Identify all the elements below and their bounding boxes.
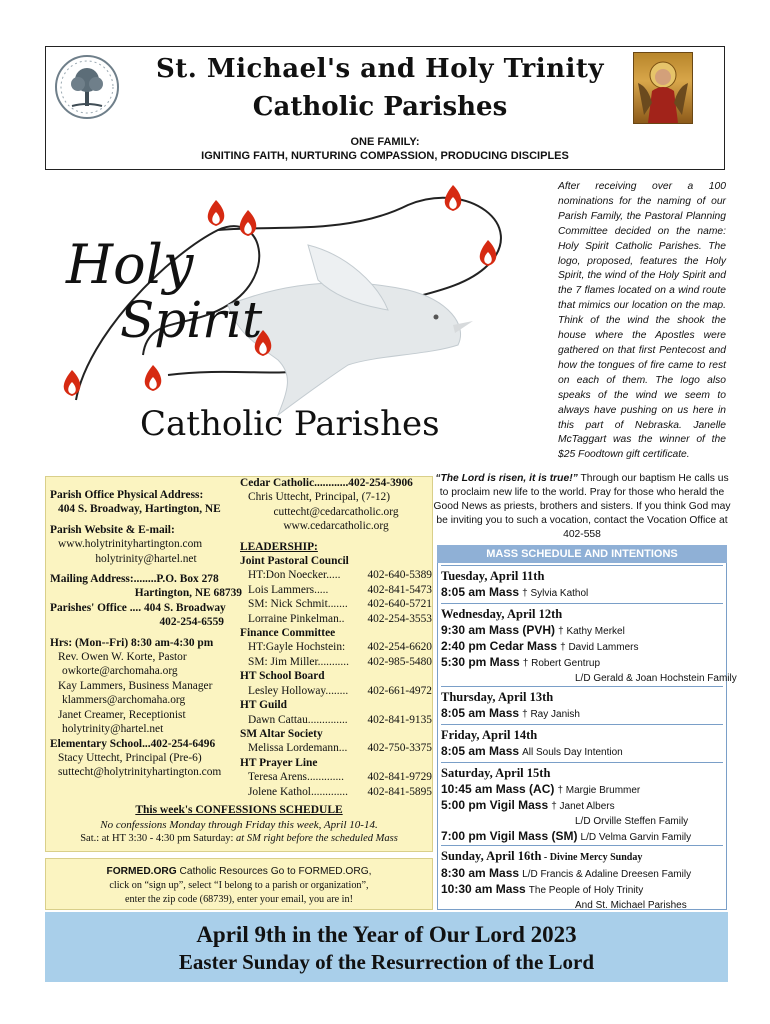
mass-intention: † Sylvia Kathol bbox=[522, 588, 589, 599]
mailing-city: Hartington, NE 68739 bbox=[134, 587, 242, 600]
mass-line bbox=[441, 898, 723, 913]
intro-paragraph: After receiving over a 100 nominations for the naming of our Parish Family, the Pastoral Planning Committee decided on the name: Holy Spirit Catholic Parishes. The logo, proposed, features the Holy Spirit, the wind of the Holy Spirit and the 7 flames located on a wind route that mimics our location on the map. Think of the wind the shook the house where the Apostles were gathered on that first Pentecost and how the tongues of fire came to rest on each of them. The logo also speaks of the wind we seem to always have pushing on us here in this part of Nebraska. Janelle McTaggart was the winner of the $25 Foodtown gift certificate. bbox=[558, 181, 726, 461]
holy-spirit-logo bbox=[48, 185, 548, 455]
mass-intention: L/D Orville Steffen Family bbox=[575, 816, 689, 827]
mass-day-date: Tuesday, April 11th bbox=[441, 569, 545, 583]
leadership-member: HT:Don Noecker..... bbox=[248, 569, 341, 582]
mass-intention: The People of Holy Trinity bbox=[528, 885, 644, 896]
mass-time: 8:05 am Mass bbox=[441, 706, 520, 720]
cedar-catholic: Cedar Catholic............402-254-3906 bbox=[240, 477, 413, 489]
mass-intention: † Ray Janish bbox=[522, 709, 580, 720]
vocation-quote bbox=[432, 472, 732, 542]
mass-time: 9:30 am Mass (PVH) bbox=[441, 623, 556, 637]
leadership-row bbox=[240, 770, 432, 784]
mass-line bbox=[441, 798, 723, 814]
mass-schedule-header: MASS SCHEDULE AND INTENTIONS bbox=[437, 545, 727, 563]
leadership-member: Lois Lammers..... bbox=[248, 583, 329, 596]
mass-day bbox=[441, 686, 723, 722]
mass-line bbox=[441, 882, 723, 898]
leadership-phone: 402-841-5473 bbox=[367, 583, 432, 596]
receptionist-email[interactable]: holytrinity@hartel.net bbox=[62, 723, 164, 736]
leadership-phone: 402-254-3553 bbox=[367, 612, 432, 625]
leadership-group-name: SM Altar Society bbox=[240, 727, 323, 740]
mass-intention: All Souls Day Intention bbox=[522, 747, 623, 758]
leadership-group-name: HT School Board bbox=[240, 670, 325, 683]
leadership-member: Melissa Lordemann... bbox=[248, 742, 348, 755]
parish-title: St. Michael's and Holy Trinity bbox=[155, 54, 605, 84]
formed-line-2: click on “sign up”, select “I belong to a parish or organization”, bbox=[109, 880, 369, 891]
mass-time: 8:05 am Mass bbox=[441, 744, 520, 758]
mass-time: 5:00 pm Vigil Mass bbox=[441, 798, 549, 812]
website-label: Parish Website & E-mail: bbox=[50, 523, 175, 536]
mass-day-title bbox=[441, 848, 723, 866]
mass-day-date: Sunday, April 16th bbox=[441, 849, 542, 863]
mass-day-title bbox=[441, 606, 723, 623]
mass-day bbox=[441, 603, 737, 686]
mass-time: 10:30 am Mass bbox=[441, 882, 526, 896]
mass-intention: † Margie Brummer bbox=[557, 785, 641, 796]
mass-time: 10:45 am Mass (AC) bbox=[441, 782, 555, 796]
mass-day-feast: - Divine Mercy Sunday bbox=[541, 852, 643, 863]
mass-day bbox=[441, 724, 723, 760]
mass-intention: † Robert Gentrup bbox=[522, 658, 601, 669]
leadership-row bbox=[240, 684, 432, 698]
mass-time: 5:30 pm Mass bbox=[441, 655, 520, 669]
leadership-title: LEADERSHIP: bbox=[240, 540, 318, 553]
leadership-member: Lorraine Pinkelman.. bbox=[248, 612, 345, 625]
leadership-row bbox=[240, 655, 432, 669]
mass-day-title bbox=[441, 689, 723, 706]
leadership-group-name: Joint Pastoral Council bbox=[240, 555, 349, 568]
leadership-groups bbox=[240, 554, 432, 799]
elementary-principal: Stacy Uttecht, Principal (Pre-6) bbox=[58, 751, 202, 764]
physical-address: 404 S. Broadway, Hartington, NE bbox=[58, 503, 221, 516]
leadership-row bbox=[240, 568, 432, 582]
mass-line bbox=[441, 655, 723, 671]
leadership-row bbox=[240, 597, 432, 611]
confessions-title: This week's CONFESSIONS SCHEDULE bbox=[135, 804, 343, 816]
leadership-group-name: HT Guild bbox=[240, 699, 287, 712]
elementary-school: Elementary School...402-254-6496 bbox=[50, 737, 216, 750]
cedar-website[interactable]: www.cedarcatholic.org bbox=[283, 520, 389, 533]
receptionist: Janet Creamer, Receptionist bbox=[58, 708, 186, 721]
mass-day-date: Thursday, April 13th bbox=[441, 690, 554, 704]
mass-line bbox=[441, 623, 723, 639]
elementary-principal-email[interactable]: suttecht@holytrinityhartington.com bbox=[58, 766, 222, 779]
tree-logo-icon bbox=[52, 52, 122, 122]
footer-feast: Easter Sunday of the Resurrection of the Lord bbox=[178, 950, 595, 974]
mass-intention: † Janet Albers bbox=[551, 801, 615, 812]
leadership-row bbox=[240, 785, 432, 799]
mass-time: 8:30 am Mass bbox=[441, 866, 520, 880]
leadership-row bbox=[240, 612, 432, 626]
parish-subtitle: Catholic Parishes bbox=[252, 92, 508, 122]
logo-holy-text: Holy bbox=[66, 233, 194, 296]
leadership-row bbox=[240, 741, 432, 755]
confessions-weekday: No confessions Monday through Friday this week, April 10-14. bbox=[100, 819, 378, 831]
pastor: Rev. Owen W. Korte, Pastor bbox=[58, 651, 187, 664]
mass-intention: L/D Francis & Adaline Dreesen Family bbox=[522, 869, 692, 880]
confessions-ht: Sat.: at HT 3:30 - 4:30 pm Saturday: bbox=[80, 833, 237, 844]
mass-day bbox=[441, 845, 723, 913]
cedar-principal: Chris Uttecht, Principal, (7-12) bbox=[248, 491, 391, 504]
leadership-row bbox=[240, 640, 432, 654]
office-column bbox=[50, 484, 242, 780]
mass-time: 7:00 pm Vigil Mass (SM) bbox=[441, 829, 578, 843]
mass-intention: † David Lammers bbox=[560, 642, 639, 653]
formed-brand: FORMED.ORG bbox=[106, 866, 177, 877]
manager-email[interactable]: klammers@archomaha.org bbox=[62, 694, 186, 707]
office-email[interactable]: holytrinity@hartel.net bbox=[95, 552, 197, 565]
leadership-member: Lesley Holloway........ bbox=[248, 684, 349, 697]
leadership-group-name: Finance Committee bbox=[240, 627, 336, 640]
leadership-member: Teresa Arens............. bbox=[248, 771, 344, 784]
dove-icon bbox=[228, 245, 473, 415]
leadership-member: Jolene Kathol............. bbox=[248, 785, 348, 798]
leadership-phone: 402-750-3375 bbox=[367, 742, 432, 755]
mass-day-date: Friday, April 14th bbox=[441, 728, 538, 742]
office-address: Parishes' Office .... 404 S. Broadway bbox=[50, 601, 226, 614]
mass-line bbox=[441, 814, 723, 829]
mass-line bbox=[441, 671, 737, 686]
logo-catholic-parishes-text: Catholic Parishes bbox=[140, 404, 440, 444]
mass-intention: L/D Velma Garvin Family bbox=[580, 832, 692, 843]
office-hours: Hrs: (Mon--Fri) 8:30 am-4:30 pm bbox=[50, 636, 214, 649]
mass-day bbox=[441, 565, 723, 601]
leadership-column bbox=[240, 476, 432, 799]
leadership-phone: 402-841-5895 bbox=[367, 785, 432, 798]
tagline-mission: IGNITING FAITH, NURTURING COMPASSION, PRODUCING DISCIPLES bbox=[201, 150, 569, 162]
leadership-phone: 402-640-5721 bbox=[367, 598, 432, 611]
formed-intro: Catholic Resources Go to FORMED.ORG, bbox=[176, 866, 372, 877]
formed-line-3: enter the zip code (68739), enter your email, you are in! bbox=[125, 894, 353, 905]
mass-day-title bbox=[441, 727, 723, 744]
mass-line bbox=[441, 782, 723, 798]
mass-day-date: Saturday, April 15th bbox=[441, 766, 551, 780]
website-link[interactable]: www.holytrinityhartington.com bbox=[58, 538, 203, 551]
mass-line bbox=[441, 585, 723, 601]
leadership-group-name: HT Prayer Line bbox=[240, 756, 318, 769]
mass-day bbox=[441, 762, 723, 845]
leadership-row bbox=[240, 583, 432, 597]
leadership-phone: 402-841-9729 bbox=[367, 771, 432, 784]
quote-bold: “The Lord is risen, it is true!” bbox=[435, 473, 578, 484]
leadership-member: Dawn Cattau.............. bbox=[248, 713, 348, 726]
leadership-phone: 402-841-9135 bbox=[367, 713, 432, 726]
mass-day-title bbox=[441, 765, 723, 782]
footer-date: April 9th in the Year of Our Lord 2023 bbox=[196, 922, 577, 947]
leadership-phone: 402-661-4972 bbox=[367, 684, 432, 697]
cedar-email[interactable]: cuttecht@cedarcatholic.org bbox=[273, 505, 399, 518]
mass-line bbox=[441, 639, 723, 655]
logo-spirit-text: Spirit bbox=[120, 291, 263, 349]
leadership-row bbox=[240, 713, 432, 727]
confessions-sm: at SM right before the scheduled Mass bbox=[236, 833, 398, 844]
quote-rest: Through our baptism He calls us to proclaim new life to the world. Pray for those who herald the Good News as priests, brothers and sisters. If you think God may be inviting you to such a vocation, contact the Vocation Office at 402-558 bbox=[433, 473, 731, 540]
pastor-email[interactable]: owkorte@archomaha.org bbox=[62, 665, 178, 678]
mailing-address: Mailing Address:........P.O. Box 278 bbox=[50, 573, 219, 586]
mass-line bbox=[441, 706, 723, 722]
business-manager: Kay Lammers, Business Manager bbox=[58, 679, 213, 692]
office-phone: 402-254-6559 bbox=[159, 616, 224, 629]
mass-line bbox=[441, 866, 723, 882]
mass-day-title bbox=[441, 568, 723, 585]
leadership-member: SM: Nick Schmit....... bbox=[248, 598, 348, 611]
mass-intention: L/D Gerald & Joan Hochstein Family bbox=[575, 673, 737, 684]
leadership-member: SM: Jim Miller........... bbox=[248, 655, 349, 668]
leadership-phone: 402-254-6620 bbox=[367, 641, 432, 654]
physical-address-label: Parish Office Physical Address: bbox=[50, 489, 204, 501]
mass-time: 2:40 pm Cedar Mass bbox=[441, 639, 558, 653]
saint-michael-icon bbox=[633, 52, 693, 124]
leadership-phone: 402-640-5389 bbox=[367, 569, 432, 582]
leadership-member: HT:Gayle Hochstein: bbox=[248, 641, 346, 654]
mass-line bbox=[441, 744, 723, 760]
confessions-saturday bbox=[45, 833, 433, 844]
mass-time: 8:05 am Mass bbox=[441, 585, 520, 599]
formed-line-1 bbox=[45, 866, 433, 877]
mass-intention: † Kathy Merkel bbox=[558, 626, 625, 637]
mass-intention: And St. Michael Parishes bbox=[575, 900, 687, 911]
tagline-one-family: ONE FAMILY: bbox=[350, 136, 420, 148]
leadership-phone: 402-985-5480 bbox=[367, 655, 432, 668]
mass-day-date: Wednesday, April 12th bbox=[441, 607, 563, 621]
mass-line bbox=[441, 829, 723, 845]
